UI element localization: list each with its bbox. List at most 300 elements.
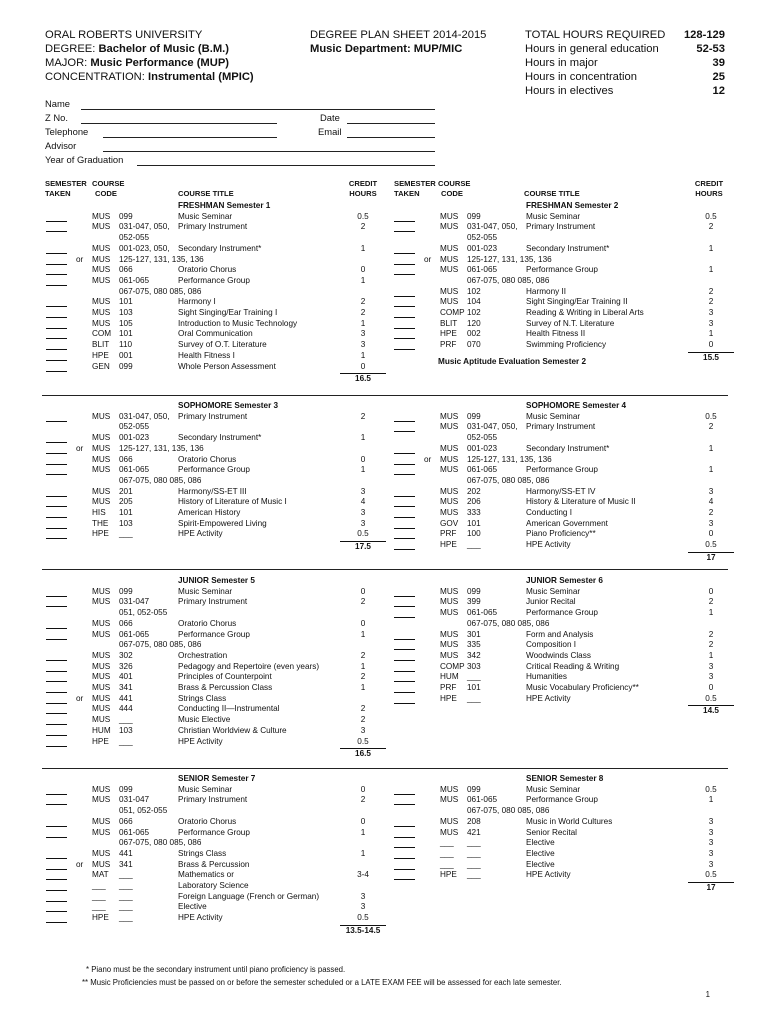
semester-taken-checkbox[interactable] [394, 640, 415, 650]
credit-hours: 4 [708, 497, 714, 507]
course-title: Foreign Language (French or German) [178, 891, 320, 901]
course-title: Brass & Percussion Class [178, 683, 273, 692]
course-title: Elective [526, 859, 555, 869]
semester-taken-checkbox[interactable] [46, 319, 67, 329]
course-title: Performance Group [526, 465, 598, 475]
course-title: Health Fitness II [526, 329, 586, 339]
course-title: Music Seminar [178, 586, 233, 596]
course-number: 125-127, 131, 135, 136 [119, 254, 204, 264]
semester-taken-checkbox[interactable] [394, 340, 415, 350]
major-line: MAJOR: Music Performance (MUP) [45, 57, 230, 69]
credit-hours: 3 [360, 340, 366, 350]
semester-header: SEMESTER TAKEN [394, 179, 436, 198]
semester-taken-checkbox[interactable] [394, 849, 415, 859]
semester-block [44, 201, 390, 391]
course-dept: MUS [92, 597, 111, 607]
credit-hours: 1 [708, 265, 714, 275]
semester-taken-checkbox[interactable] [46, 619, 67, 629]
degree-line: DEGREE: Bachelor of Music (B.M.) [45, 43, 229, 55]
semester-taken-checkbox[interactable] [46, 849, 67, 859]
hours-row: Hours in general education 52-53 [525, 43, 725, 55]
course-title: American Government [526, 518, 608, 528]
course-number: 441 [119, 848, 133, 858]
semester-taken-checkbox[interactable] [394, 412, 415, 422]
credit-hours: 3 [708, 518, 714, 528]
semester-taken-checkbox[interactable] [46, 587, 67, 597]
course-dept: COM [92, 329, 112, 339]
course-number: 341 [119, 683, 133, 692]
semester-taken-checkbox[interactable] [394, 244, 415, 254]
course-number: ___ [467, 693, 481, 703]
course-number: 031-047, 050, [119, 411, 170, 421]
course-number: 444 [119, 704, 133, 714]
course-dept: PRF [440, 529, 457, 539]
semester-taken-checkbox[interactable] [46, 455, 67, 465]
course-dept: MUS [92, 411, 111, 421]
course-dept: MUS [92, 629, 111, 639]
semester-title: JUNIOR Semester 5 [178, 576, 255, 585]
zno-field[interactable] [81, 113, 277, 124]
course-number: 066 [119, 265, 133, 275]
semester-taken-checkbox[interactable] [394, 672, 415, 682]
credit-hours: 3 [708, 827, 714, 837]
semester-taken-checkbox[interactable] [46, 672, 67, 682]
credit-hours: 1 [360, 318, 366, 328]
course-number: 066 [119, 454, 133, 464]
semester-taken-checkbox[interactable] [394, 795, 415, 805]
sheet-title: DEGREE PLAN SHEET 2014-2015 [310, 29, 487, 41]
semester-taken-checkbox[interactable] [46, 497, 67, 507]
credit-hours: 2 [708, 508, 714, 517]
email-field[interactable] [347, 127, 435, 138]
course-title: HPE Activity [526, 540, 571, 550]
course-number: 103 [119, 725, 133, 735]
course-title: Harmony I [178, 297, 216, 307]
course-number: 101 [119, 508, 133, 517]
credit-hours: 3 [708, 661, 714, 671]
semester-taken-checkbox[interactable] [394, 465, 415, 475]
course-dept: MUS [92, 618, 111, 628]
course-title-header: COURSE TITLE [178, 189, 234, 198]
course-number: 326 [119, 661, 133, 671]
semester-taken-checkbox[interactable] [46, 704, 67, 714]
semester-taken-checkbox[interactable] [394, 222, 415, 232]
semester-taken-checkbox[interactable] [394, 694, 415, 704]
course-title: Health Fitness I [178, 350, 235, 360]
semester-taken-checkbox[interactable] [394, 265, 415, 275]
semester-taken-checkbox[interactable] [46, 222, 67, 232]
semester-total-hours: 13.5-14.5 [340, 925, 386, 937]
course-dept: PRF [440, 340, 457, 350]
semester-taken-checkbox[interactable] [46, 795, 67, 805]
course-number: 031-047 [119, 795, 150, 805]
semester-taken-checkbox[interactable] [394, 519, 415, 529]
course-number: 066 [119, 816, 133, 826]
credit-hours: 0 [708, 340, 714, 350]
course-title: HPE Activity [178, 736, 223, 746]
course-title: Junior Recital [526, 597, 576, 607]
course-title: Music Seminar [526, 784, 581, 794]
course-title: Primary Instrument [526, 422, 596, 432]
semester-taken-checkbox[interactable] [394, 630, 415, 640]
course-number: 101 [119, 329, 133, 339]
credit-hours: 4 [360, 497, 366, 507]
credit-hours: 1 [360, 629, 366, 639]
semester-taken-checkbox[interactable] [394, 587, 415, 597]
semester-title: SOPHOMORE Semester 4 [526, 401, 627, 410]
credit-hours: 0.5 [357, 736, 369, 746]
semester-taken-checkbox[interactable] [46, 817, 67, 827]
semester-taken-checkbox[interactable] [394, 319, 415, 329]
credit-hours: 3 [360, 902, 366, 912]
course-dept: HPE [92, 736, 109, 746]
credit-hours: 0 [360, 618, 366, 628]
concentration-value: Instrumental (MPIC) [147, 71, 254, 83]
section-divider [42, 395, 728, 396]
graduation-year-field[interactable] [137, 155, 435, 166]
table-header [0, 176, 770, 200]
course-number: 067-075, 080 085, 086 [119, 640, 202, 650]
course-title: Performance Group [178, 465, 250, 475]
course-title: Survey of N.T. Literature [526, 318, 615, 328]
course-title: Music Vocabulary Proficiency** [526, 683, 639, 692]
semester-block [44, 401, 390, 566]
credit-hours: 3-4 [357, 870, 369, 880]
course-number: 201 [119, 486, 133, 496]
credit-hours: 2 [360, 795, 366, 805]
course-dept: MUS [440, 443, 459, 453]
course-title: Primary Instrument [178, 411, 248, 421]
credit-hours: 0 [360, 361, 366, 371]
semester-taken-checkbox[interactable] [394, 444, 415, 454]
course-dept: COMP [440, 661, 465, 671]
semester-taken-checkbox[interactable] [46, 508, 67, 518]
course-title: Composition I [526, 640, 577, 650]
semester-taken-checkbox[interactable] [46, 597, 67, 607]
course-dept: BLIT [440, 318, 458, 328]
credit-hours: 0.5 [357, 529, 369, 539]
course-number: 052-055 [467, 433, 498, 443]
course-number: ___ [467, 540, 481, 550]
semester-taken-checkbox[interactable] [46, 651, 67, 661]
credit-hours: 0.5 [705, 784, 717, 794]
semester-taken-checkbox[interactable] [46, 902, 67, 912]
credit-hours: 3 [708, 672, 714, 682]
course-title: Pedagogy and Repertoire (even years) [178, 661, 320, 671]
credit-hours: 1 [708, 608, 714, 618]
credit-hours: 2 [360, 650, 366, 660]
credit-hours: 1 [360, 275, 366, 285]
course-dept: HIS [92, 508, 106, 517]
course-dept: BLIT [92, 340, 110, 350]
semester-taken-checkbox[interactable] [394, 497, 415, 507]
credit-hours: 0.5 [705, 211, 717, 221]
course-dept: MUS [92, 308, 111, 317]
course-number: 105 [119, 318, 133, 328]
semester-taken-checkbox[interactable] [394, 487, 415, 497]
university-name: ORAL ROBERTS UNIVERSITY [45, 29, 203, 41]
credit-hours: 1 [708, 795, 714, 805]
course-title: Elective [526, 838, 555, 848]
course-number: 401 [119, 672, 133, 682]
semester-taken-checkbox[interactable] [46, 694, 67, 704]
course-number: 101 [467, 683, 481, 692]
course-title-header: COURSE TITLE [524, 189, 580, 198]
credit-hours: 2 [360, 715, 366, 725]
semester-taken-checkbox[interactable] [394, 662, 415, 672]
semester-taken-checkbox[interactable] [46, 529, 67, 539]
semester-taken-checkbox[interactable] [394, 308, 415, 318]
course-dept: HUM [92, 725, 111, 735]
semester-taken-checkbox[interactable] [394, 508, 415, 518]
semester-taken-checkbox[interactable] [46, 362, 67, 372]
semester-taken-checkbox[interactable] [46, 329, 67, 339]
semester-taken-checkbox[interactable] [46, 737, 67, 747]
course-dept: MUS [92, 586, 111, 596]
course-dept: MUS [440, 608, 459, 618]
credit-hours: 0 [360, 816, 366, 826]
course-dept: MUS [440, 650, 459, 660]
course-number: 101 [467, 518, 481, 528]
course-title: Elective [526, 848, 555, 858]
semester-taken-checkbox[interactable] [394, 651, 415, 661]
course-dept: MUS [92, 704, 111, 714]
name-field[interactable] [81, 99, 435, 110]
semester-taken-checkbox[interactable] [394, 455, 415, 465]
credit-hours: 3 [708, 318, 714, 328]
course-title: HPE Activity [526, 870, 571, 880]
course-title: Secondary Instrument* [526, 243, 610, 253]
course-number: 120 [467, 318, 481, 328]
semester-taken-checkbox[interactable] [46, 715, 67, 725]
or-label: or [424, 254, 432, 264]
credit-hours: 3 [360, 329, 366, 339]
degree-value: Bachelor of Music (B.M.) [98, 43, 229, 55]
course-number: 067-075, 080 085, 086 [119, 838, 202, 848]
credit-hours: 0.5 [705, 540, 717, 550]
course-number: 061-065 [467, 265, 498, 275]
semester-taken-checkbox[interactable] [46, 913, 67, 923]
semester-taken-checkbox[interactable] [46, 265, 67, 275]
course-dept: MUS [440, 243, 459, 253]
semester-taken-checkbox[interactable] [46, 683, 67, 693]
course-number: 067-075, 080 085, 086 [467, 275, 550, 285]
credit-hours: 0 [360, 265, 366, 275]
course-number: 031-047, 050, [467, 222, 518, 232]
advisor-field[interactable] [103, 141, 435, 152]
credit-hours: 2 [708, 597, 714, 607]
semester-taken-checkbox[interactable] [394, 540, 415, 550]
semester-total-hours: 17.5 [340, 541, 386, 553]
semester-taken-checkbox[interactable] [394, 329, 415, 339]
semester-taken-checkbox[interactable] [46, 785, 67, 795]
course-dept: MUS [440, 816, 459, 826]
credit-hours: 2 [360, 308, 366, 317]
semester-total-hours: 15.5 [688, 352, 734, 364]
semester-taken-checkbox[interactable] [46, 662, 67, 672]
semester-taken-checkbox[interactable] [46, 276, 67, 286]
semester-taken-checkbox[interactable] [46, 412, 67, 422]
semester-taken-checkbox[interactable] [46, 340, 67, 350]
course-number: 125-127, 131, 135, 136 [467, 454, 552, 464]
course-title: Humanities [526, 672, 567, 682]
credit-hours: 0 [708, 683, 714, 692]
credit-hours: 3 [360, 725, 366, 735]
course-dept: MUS [92, 715, 111, 725]
course-dept: MUS [440, 597, 459, 607]
course-dept: ___ [440, 859, 454, 869]
semester-taken-checkbox[interactable] [394, 297, 415, 307]
semester-taken-checkbox[interactable] [46, 860, 67, 870]
credit-hours: 1 [360, 848, 366, 858]
semester-taken-checkbox[interactable] [46, 212, 67, 222]
credit-hours: 3 [708, 838, 714, 848]
semester-title: SENIOR Semester 7 [178, 774, 256, 783]
course-number: 208 [467, 816, 481, 826]
semester-note: Music Aptitude Evaluation Semester 2 [438, 356, 587, 366]
course-number: 052-055 [119, 422, 150, 432]
semester-taken-checkbox[interactable] [46, 433, 67, 443]
date-field[interactable] [347, 113, 435, 124]
semester-taken-checkbox[interactable] [46, 255, 67, 265]
semester-block [392, 576, 738, 766]
semester-taken-checkbox[interactable] [394, 608, 415, 618]
major-value: Music Performance (MUP) [90, 57, 230, 69]
course-dept: MUS [92, 827, 111, 837]
semester-taken-checkbox[interactable] [46, 630, 67, 640]
course-number: ___ [119, 881, 133, 890]
course-dept: MUS [440, 422, 459, 432]
semester-taken-checkbox[interactable] [394, 838, 415, 848]
course-dept: MUS [92, 795, 111, 805]
course-title: Sight Singing/Ear Training II [526, 297, 628, 307]
sheet-title-block [310, 28, 490, 56]
semester-total-hours: 14.5 [688, 705, 734, 717]
course-number: ___ [119, 715, 133, 725]
course-number: 102 [467, 286, 481, 296]
course-title: Music Seminar [178, 211, 233, 221]
course-dept: GOV [440, 518, 459, 528]
course-number: 001-023, 050, [119, 243, 170, 253]
course-title: Sight Singing/Ear Training I [178, 308, 278, 317]
semester-taken-checkbox[interactable] [46, 308, 67, 318]
course-dept: MUS [92, 661, 111, 671]
semester-taken-checkbox[interactable] [394, 785, 415, 795]
course-number: 099 [119, 586, 133, 596]
course-number: 099 [467, 784, 481, 794]
credit-hours: 3 [708, 816, 714, 826]
semester-taken-checkbox[interactable] [394, 422, 415, 432]
semester-taken-checkbox[interactable] [394, 860, 415, 870]
credit-hours: 1 [360, 350, 366, 360]
semester-taken-checkbox[interactable] [46, 351, 67, 361]
course-title: Brass & Percussion [178, 859, 250, 869]
email-label: Email [318, 126, 342, 137]
semester-taken-checkbox[interactable] [46, 487, 67, 497]
semester-taken-checkbox[interactable] [46, 892, 67, 902]
telephone-field[interactable] [103, 127, 277, 138]
semester-taken-checkbox[interactable] [46, 726, 67, 736]
student-info-form [45, 98, 445, 168]
semester-taken-checkbox[interactable] [394, 683, 415, 693]
course-title: Senior Recital [526, 827, 577, 837]
course-number: 066 [119, 618, 133, 628]
course-number: 125-127, 131, 135, 136 [119, 443, 204, 453]
course-number: 061-065 [119, 465, 150, 475]
course-title: Elective [178, 902, 207, 912]
course-dept: MUS [440, 640, 459, 650]
credit-hours: 3 [360, 508, 366, 517]
semester-taken-checkbox[interactable] [46, 297, 67, 307]
course-title: Woodwinds Class [526, 650, 591, 660]
semester-taken-checkbox[interactable] [394, 529, 415, 539]
semester-taken-checkbox[interactable] [394, 870, 415, 880]
course-title: Music Seminar [526, 586, 581, 596]
semester-taken-checkbox[interactable] [46, 465, 67, 475]
course-dept: MUS [92, 859, 111, 869]
semester-taken-checkbox[interactable] [46, 519, 67, 529]
course-dept: MUS [92, 254, 111, 264]
course-dept: MUS [92, 848, 111, 858]
course-title: Performance Group [526, 265, 598, 275]
course-dept: MUS [92, 443, 111, 453]
course-title: HPE Activity [178, 913, 223, 923]
credit-hours: 1 [708, 243, 714, 253]
course-number: 099 [467, 211, 481, 221]
credit-hours: 2 [360, 297, 366, 307]
course-dept: MUS [440, 827, 459, 837]
semester-taken-checkbox[interactable] [394, 287, 415, 297]
course-number: 335 [467, 640, 481, 650]
course-number: 421 [467, 827, 481, 837]
semester-taken-checkbox[interactable] [46, 828, 67, 838]
course-number: 051, 052-055 [119, 806, 168, 816]
semester-taken-checkbox[interactable] [394, 817, 415, 827]
semester-taken-checkbox[interactable] [394, 828, 415, 838]
credit-hours-header: CREDIT HOURS [694, 179, 724, 198]
semester-taken-checkbox[interactable] [394, 212, 415, 222]
credit-hours: 0.5 [705, 693, 717, 703]
course-number: ___ [119, 529, 133, 539]
course-dept: HPE [440, 870, 457, 880]
course-title: Performance Group [526, 608, 598, 618]
credit-hours: 1 [708, 329, 714, 339]
credit-hours: 0 [360, 454, 366, 464]
course-dept: MUS [92, 318, 111, 328]
course-dept: ___ [92, 902, 106, 912]
semester-taken-checkbox[interactable] [46, 244, 67, 254]
course-number: 205 [119, 497, 133, 507]
semester-taken-checkbox[interactable] [394, 597, 415, 607]
course-dept: MUS [92, 683, 111, 692]
semester-taken-checkbox[interactable] [394, 255, 415, 265]
semester-taken-checkbox[interactable] [46, 881, 67, 891]
course-number: 103 [119, 308, 133, 317]
course-title: Music Seminar [178, 784, 233, 794]
semester-taken-checkbox[interactable] [46, 870, 67, 880]
page-number: 1 [705, 990, 710, 999]
course-title: Primary Instrument [526, 222, 596, 232]
course-title: American History [178, 508, 241, 517]
credit-hours: 2 [360, 411, 366, 421]
course-title: Orchestration [178, 650, 228, 660]
course-dept: HPE [440, 693, 457, 703]
credit-hours: 3 [708, 486, 714, 496]
course-number: 061-065 [467, 465, 498, 475]
semester-taken-checkbox[interactable] [46, 444, 67, 454]
course-number: ___ [119, 736, 133, 746]
credit-hours: 0 [708, 529, 714, 539]
